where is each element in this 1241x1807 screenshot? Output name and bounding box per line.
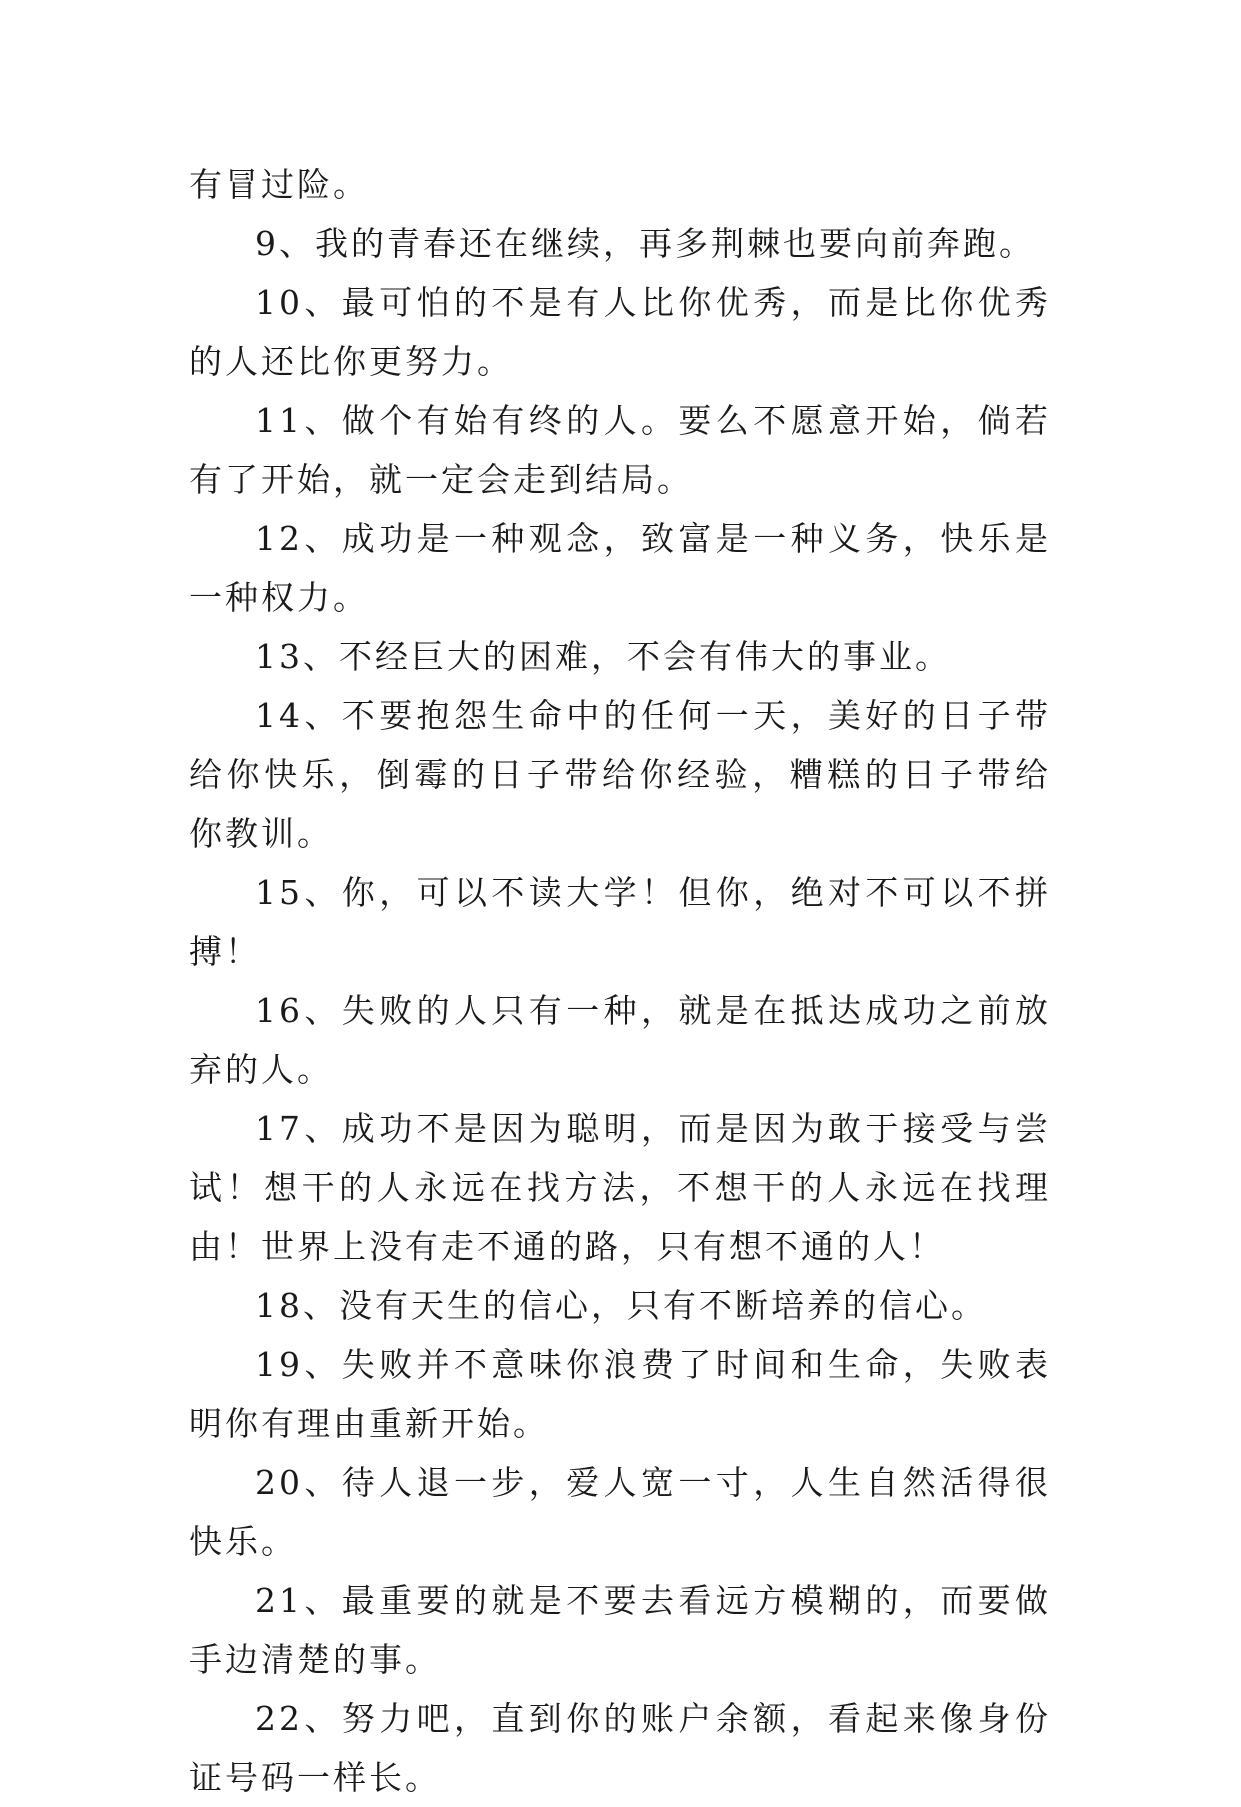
paragraph-continuation: 有冒过险。 [189, 165, 369, 204]
quote-item-22: 22、努力吧，直到你的账户余额，看起来像身份证号码一样长。 [189, 1699, 1051, 1797]
quote-item-19: 19、失败并不意味你浪费了时间和生命，失败表明你有理由重新开始。 [189, 1345, 1051, 1443]
quote-item-15: 15、你，可以不读大学！但你，绝对不可以不拼搏！ [189, 873, 1051, 971]
quote-item-11: 11、做个有始有终的人。要么不愿意开始，倘若有了开始，就一定会走到结局。 [189, 401, 1051, 499]
quote-item-16: 16、失败的人只有一种，就是在抵达成功之前放弃的人。 [189, 991, 1051, 1089]
quote-item-17: 17、成功不是因为聪明，而是因为敢于接受与尝试！想干的人永远在找方法，不想干的人永远在找理由！世界上没有走不通的路，只有想不通的人！ [189, 1109, 1051, 1266]
quote-item-13: 13、不经巨大的困难，不会有伟大的事业。 [255, 637, 951, 676]
quote-item-18: 18、没有天生的信心，只有不断培养的信心。 [255, 1286, 987, 1325]
quote-item-10: 10、最可怕的不是有人比你优秀，而是比你优秀的人还比你更努力。 [189, 283, 1051, 381]
quote-item-20: 20、待人退一步，爱人宽一寸，人生自然活得很快乐。 [189, 1463, 1051, 1561]
quote-item-14: 14、不要抱怨生命中的任何一天，美好的日子带给你快乐，倒霉的日子带给你经验，糟糕的日子带给你教训。 [189, 696, 1051, 853]
quote-item-12: 12、成功是一种观念，致富是一种义务，快乐是一种权力。 [189, 519, 1051, 617]
document-body [189, 155, 1051, 1807]
quote-item-9: 9、我的青春还在继续，再多荆棘也要向前奔跑。 [255, 224, 1035, 263]
quote-item-21: 21、最重要的就是不要去看远方模糊的，而要做手边清楚的事。 [189, 1581, 1051, 1679]
